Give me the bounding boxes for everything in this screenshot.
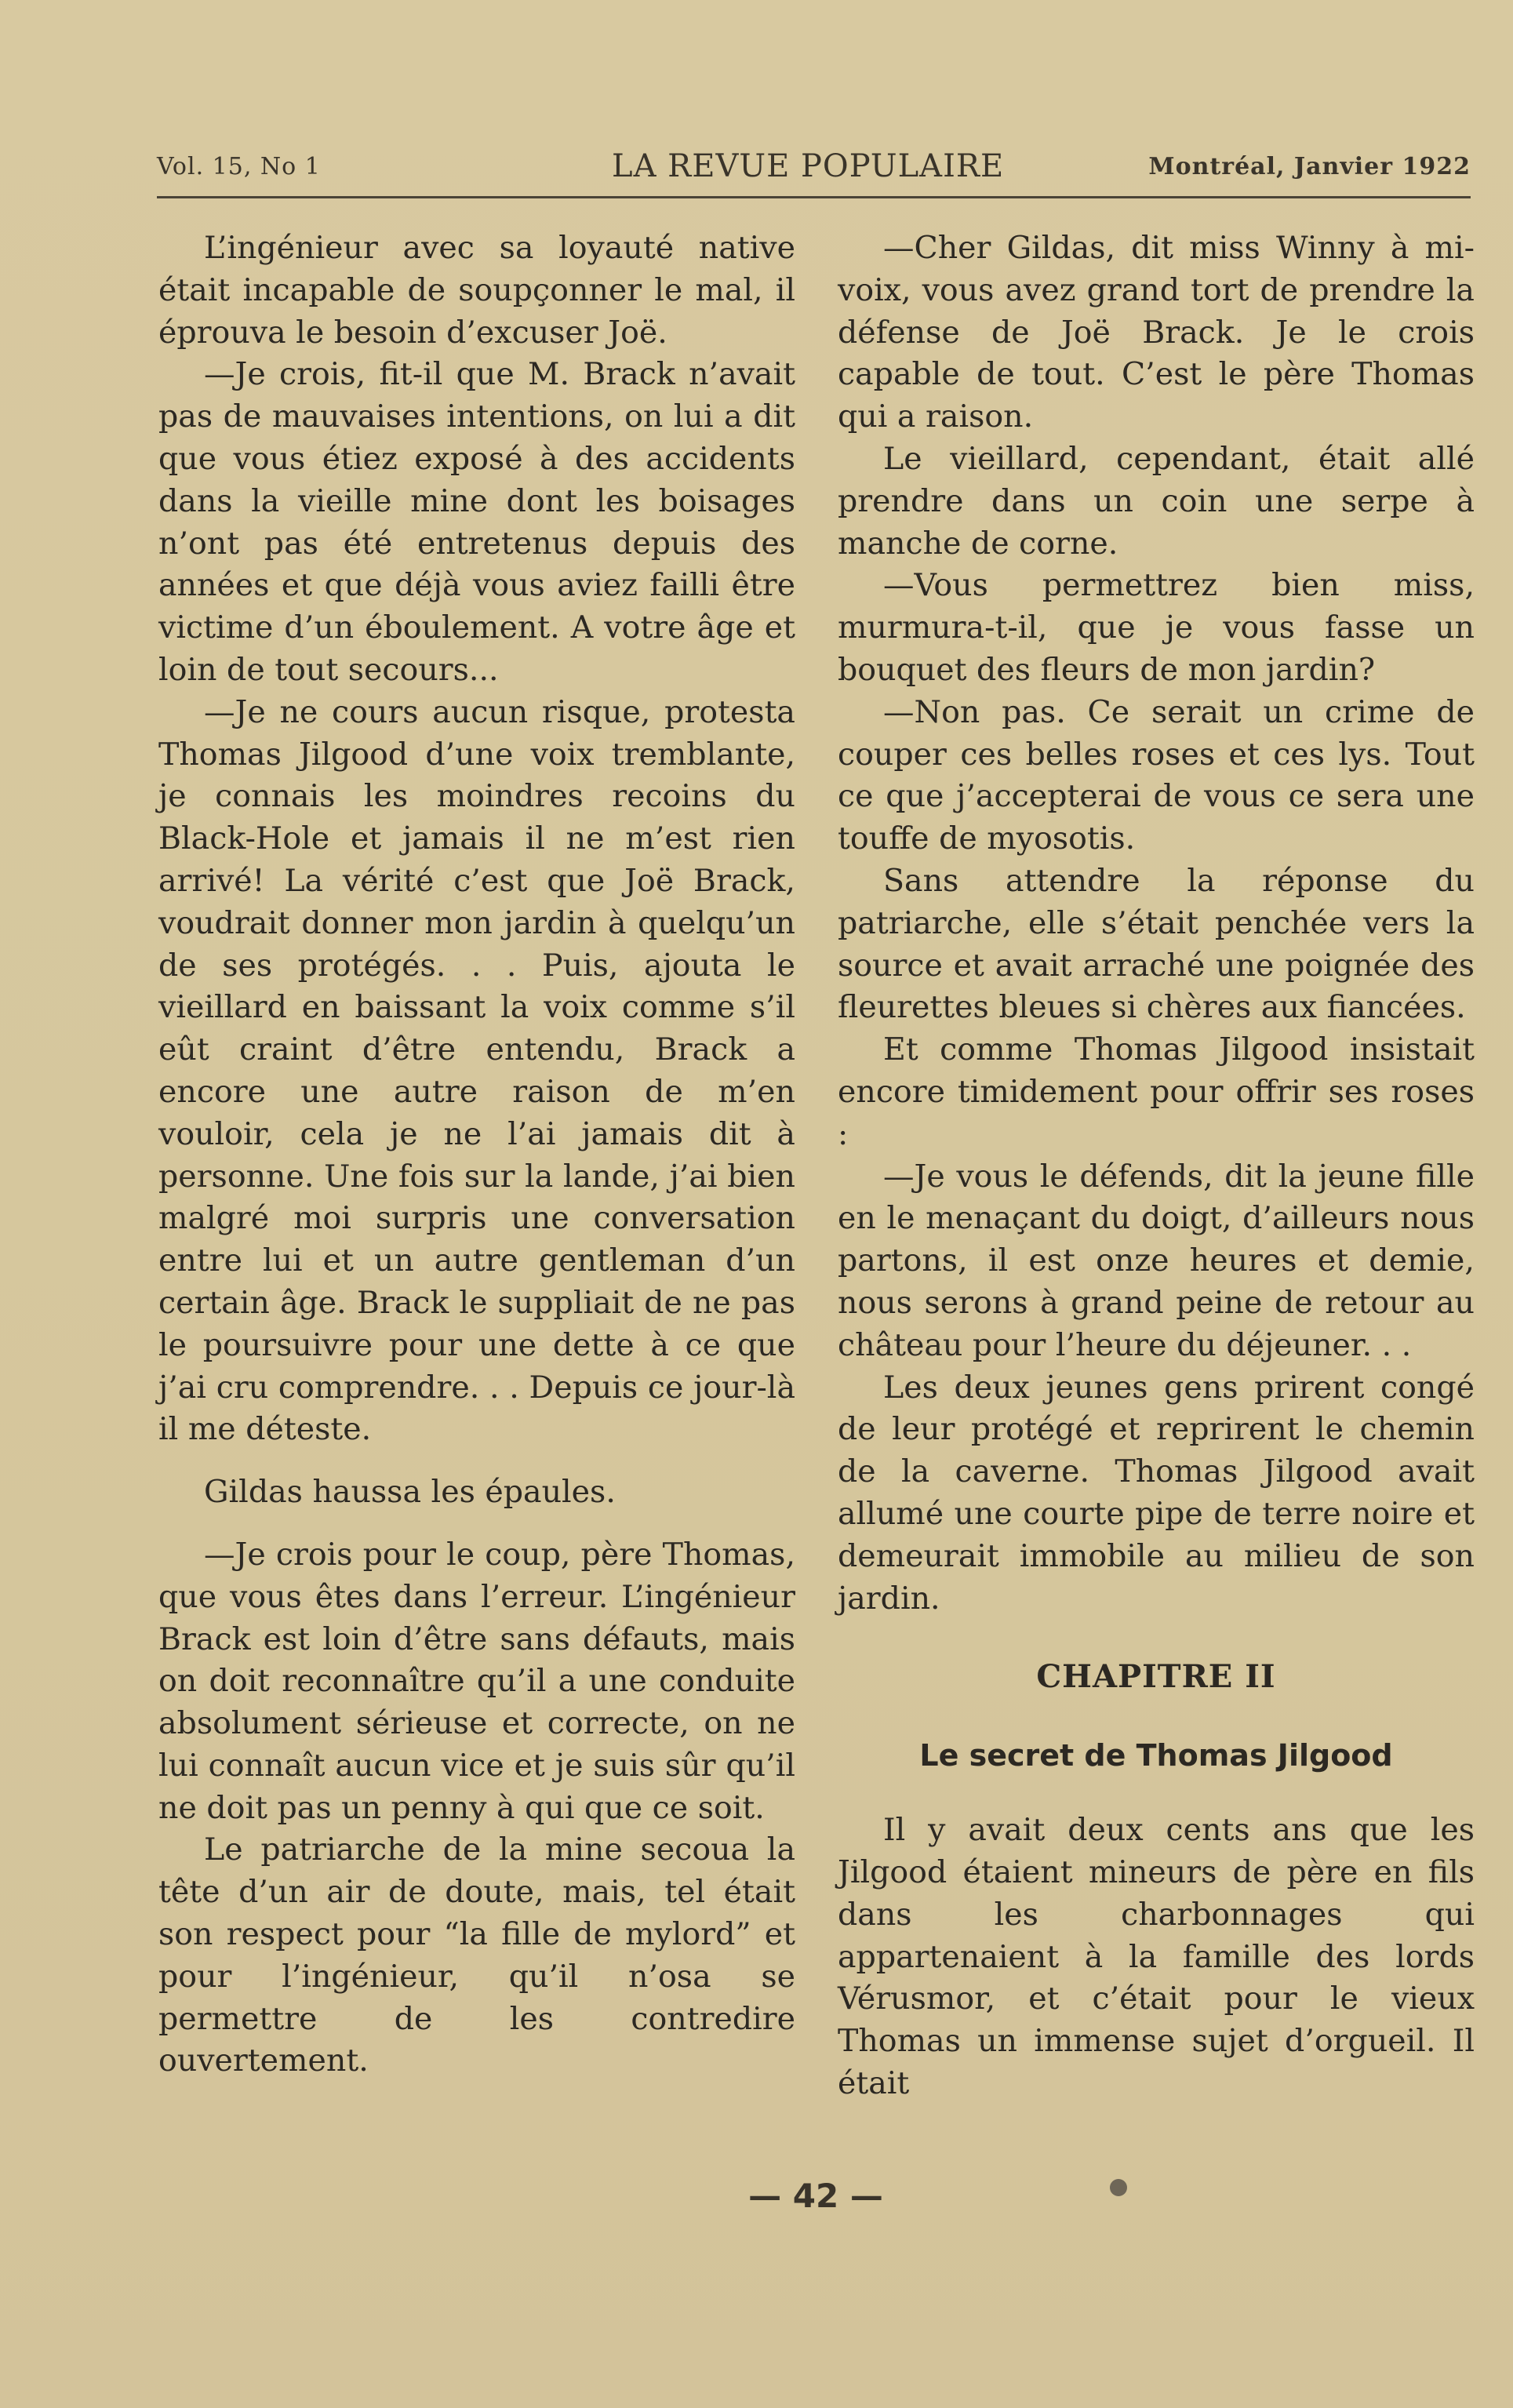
issue-date: Montréal, Janvier 1922 xyxy=(1148,153,1471,180)
section-heading: Le secret de Thomas Jilgood xyxy=(919,1738,1393,1773)
paragraph: Le vieillard, cependant, était allé prendre dans un coin une serpe à manche de corne. xyxy=(838,440,1475,562)
right-column xyxy=(838,227,1475,2105)
chapter-heading: CHAPITRE II xyxy=(1036,1658,1276,1696)
paragraph: —Vous permettrez bien miss, murmura-t-il, que je vous fasse un bouquet des fleurs de mon jardin? xyxy=(838,567,1475,688)
page-number: — 42 — xyxy=(748,2177,883,2215)
paragraph: Gildas haussa les épaules. xyxy=(204,1474,616,1511)
running-header xyxy=(157,148,1471,200)
paragraph: Sans attendre la réponse du patriarche, elle s’était penchée vers la source et avait arraché une poignée des fleurettes bleues si chères aux fiancées. xyxy=(838,862,1475,1026)
paragraph: Et comme Thomas Jilgood insistait encore timidement pour offrir ses roses : xyxy=(838,1031,1475,1152)
volume-number: Vol. 15, No 1 xyxy=(157,153,321,180)
paragraph: —Je crois, fit-il que M. Brack n’avait pas de mauvaises intentions, on lui a dit que vous étiez exposé à des accidents dans la vieille mine dont les boisages n’ont pas été entretenus depuis des années et que déjà vous aviez failli être victime d’un éboulement. A votre âge et loin de tout secours... xyxy=(158,356,795,688)
paragraph: Les deux jeunes gens prirent congé de leur protégé et reprirent le chemin de la caverne. Thomas Jilgood avait allumé une courte pipe de terre noire et demeurait immobile au milieu de son jardin. xyxy=(838,1369,1475,1617)
paragraph: —Je vous le défends, dit la jeune fille en le menaçant du doigt, d’ailleurs nous partons, il est onze heures et demie, nous serons à grand peine de retour au château pour l’heure du déjeuner. . . xyxy=(838,1158,1475,1363)
paragraph: —Non pas. Ce serait un crime de couper ces belles roses et ces lys. Tout ce que j’accepterai de vous ce sera une touffe de myosotis. xyxy=(838,693,1475,857)
left-column xyxy=(158,227,795,2082)
ink-dot-ornament xyxy=(1110,2179,1127,2196)
paragraph: —Je crois pour le coup, père Thomas, que vous êtes dans l’erreur. L’ingénieur Brack est loin d’être sans défauts, mais on doit reconnaître qu’il a une conduite absolument sérieuse et correcte, on ne lui connaît aucun vice et je suis sûr qu’il ne doit pas un penny à qui que ce soit. xyxy=(158,1536,795,1826)
paragraph: L’ingénieur avec sa loyauté native était incapable de soupçonner le mal, il éprouva le besoin d’excuser Joë. xyxy=(158,230,795,351)
paragraph: —Je ne cours aucun risque, protesta Thomas Jilgood d’une voix tremblante, je connais les moindres recoins du Black-Hole et jamais il ne m’est rien arrivé! La vérité c’est que Joë Brack, voudrait donner mon jardin à quelqu’un de ses protégés. . . Puis, ajouta le vieillard en baissant la voix comme s’il eût craint d’être entendu, Brack a encore une autre raison de m’en vouloir, cela je ne l’ai jamais dit à personne. Une fois sur la lande, j’ai bien malgré moi surpris une conversation entre lui et un autre gentleman d’un certain âge. Brack le suppliait de ne pas le poursuivre pour une dette à ce que j’ai cru comprendre. . . Depuis ce jour-là il me déteste. xyxy=(158,693,795,1448)
publication-title: LA REVUE POPULAIRE xyxy=(612,148,1005,184)
paragraph: —Cher Gildas, dit miss Winny à mi-voix, vous avez grand tort de prendre la défense de Joë Brack. Je le crois capable de tout. C’est le père Thomas qui a raison. xyxy=(838,230,1475,435)
paragraph: Le patriarche de la mine secoua la tête d’un air de doute, mais, tel était son respect pour “la fille de mylord” et pour l’ingénieur, qu’il n’osa se permettre de les contredire ouvertement. xyxy=(158,1831,795,2079)
header-rule xyxy=(157,196,1471,198)
paragraph: Il y avait deux cents ans que les Jilgood étaient mineurs de père en fils dans les charbonnages qui appartenaient à la famille des lords Vérusmor, et c’était pour le vieux Thomas un immense sujet d’orgueil. Il était xyxy=(838,1812,1475,2102)
